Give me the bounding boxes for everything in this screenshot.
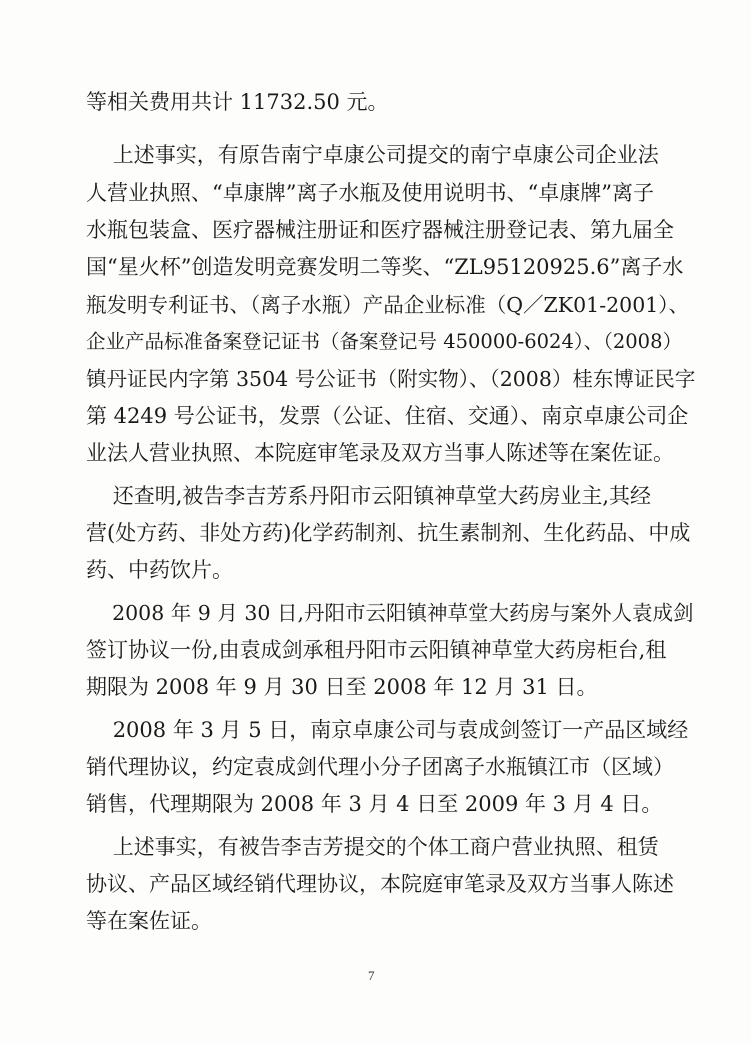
text-line: 镇丹证民内字第 3504 号公证书（附实物）、（2008）桂东博证民字 bbox=[86, 367, 696, 391]
text-line: 等相关费用共计 11732.50 元。 bbox=[86, 90, 389, 114]
text-line: 药、中药饮片。 bbox=[86, 558, 233, 582]
text-line: 协议、产品区域经销代理协议，本院庭审笔录及双方当事人陈述 bbox=[86, 872, 674, 896]
text-line: 企业产品标准备案登记证书（备案登记号 450000-6024）、（2008） bbox=[86, 330, 682, 353]
text-line: 人营业执照、“卓康牌”离子水瓶及使用说明书、“卓康牌”离子 bbox=[86, 181, 654, 205]
text-line: 销售，代理期限为 2008 年 3 月 4 日至 2009 年 3 月 4 日。 bbox=[86, 792, 663, 816]
text-line: 瓶发明专利证书、（离子水瓶）产品企业标准（Q／ZK01-2001）、 bbox=[86, 293, 690, 317]
text-line: 业法人营业执照、本院庭审笔录及双方当事人陈述等在案佐证。 bbox=[86, 441, 674, 465]
text-line: 签订协议一份,由袁成剑承租丹阳市云阳镇神草堂大药房柜台,租 bbox=[86, 638, 667, 662]
text-line: 销代理协议，约定袁成剑代理小分子团离子水瓶镇江市（区域） bbox=[86, 755, 674, 779]
text-line: 营(处方药、非处方药)化学药制剂、抗生素制剂、生化药品、中成 bbox=[86, 521, 691, 545]
text-line: 2008 年 3 月 5 日，南京卓康公司与袁成剑签订一产品区域经 bbox=[86, 718, 689, 742]
text-line: 上述事实，有被告李吉芳提交的个体工商户营业执照、租赁 bbox=[86, 835, 659, 859]
text-line: 第 4249 号公证书，发票（公证、住宿、交通）、南京卓康公司企 bbox=[86, 404, 689, 428]
text-line: 还查明,被告李吉芳系丹阳市云阳镇神草堂大药房业主,其经 bbox=[86, 484, 652, 508]
text-line: 水瓶包装盒、医疗器械注册证和医疗器械注册登记表、第九届全 bbox=[86, 218, 674, 242]
text-line: 期限为 2008 年 9 月 30 日至 2008 年 12 月 31 日。 bbox=[86, 675, 598, 699]
text-line: 国“星火杯”创造发明竞赛发明二等奖、“ZL95120925.6”离子水 bbox=[86, 255, 684, 279]
text-line: 2008 年 9 月 30 日,丹阳市云阳镇神草堂大药房与案外人袁成剑 bbox=[86, 601, 694, 625]
text-line: 上述事实，有原告南宁卓康公司提交的南宁卓康公司企业法 bbox=[86, 143, 659, 167]
page-number: 7 bbox=[368, 968, 375, 983]
text-line: 等在案佐证。 bbox=[86, 909, 212, 933]
